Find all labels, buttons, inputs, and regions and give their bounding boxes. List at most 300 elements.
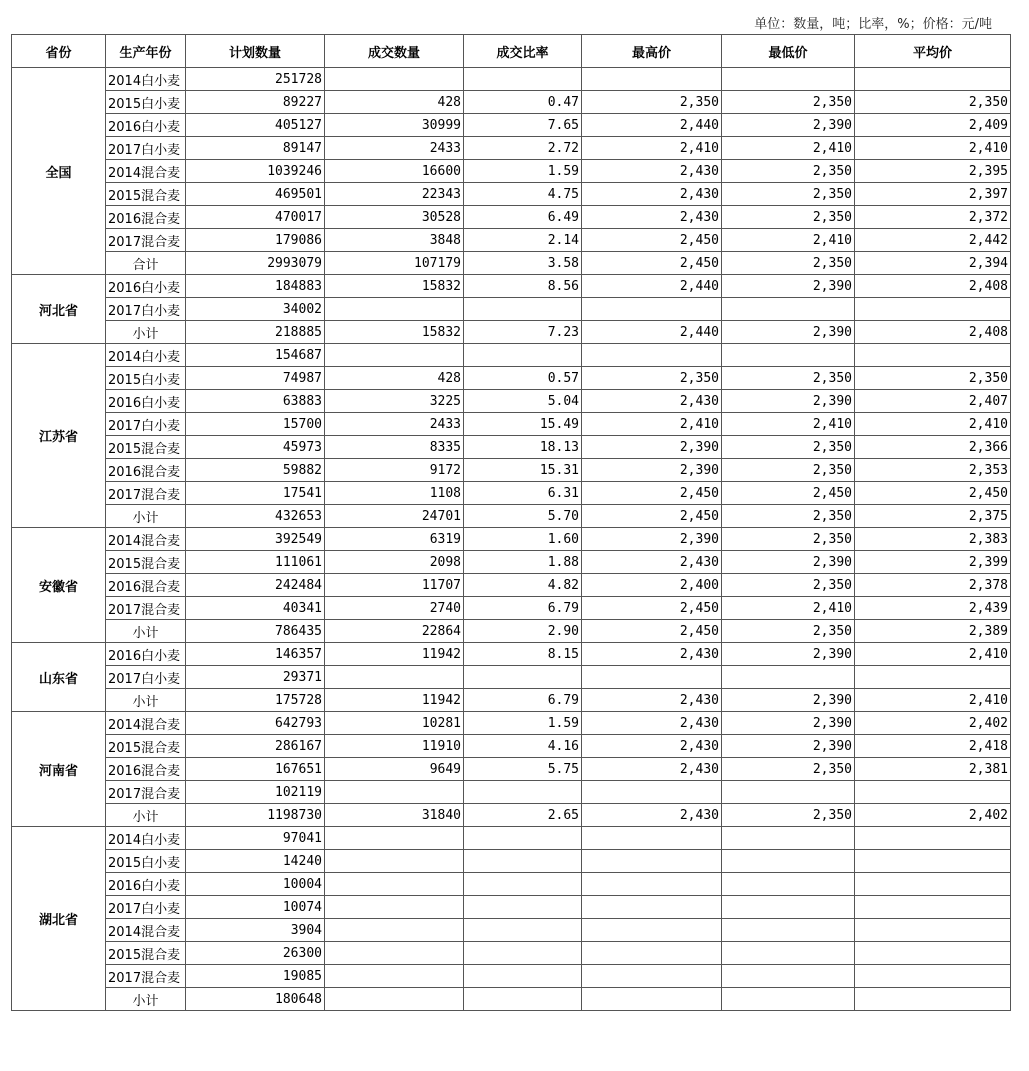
deal-rate-cell: 5.04 bbox=[464, 390, 582, 413]
deal-rate-cell: 4.82 bbox=[464, 574, 582, 597]
deal-rate-cell bbox=[464, 850, 582, 873]
table-row bbox=[12, 528, 1011, 551]
planned-qty-cell: 469501 bbox=[186, 183, 325, 206]
year-variety-cell: 2017混合麦 bbox=[106, 965, 186, 988]
year-variety-cell: 2014白小麦 bbox=[106, 344, 186, 367]
planned-qty-cell: 89147 bbox=[186, 137, 325, 160]
avg-price-cell: 2,399 bbox=[855, 551, 1011, 574]
planned-qty-cell: 63883 bbox=[186, 390, 325, 413]
avg-price-cell bbox=[855, 965, 1011, 988]
deal-rate-cell: 8.15 bbox=[464, 643, 582, 666]
max-price-cell: 2,450 bbox=[582, 620, 722, 643]
deal-qty-cell: 2433 bbox=[325, 413, 464, 436]
planned-qty-cell: 154687 bbox=[186, 344, 325, 367]
min-price-cell bbox=[722, 919, 855, 942]
planned-qty-cell: 167651 bbox=[186, 758, 325, 781]
planned-qty-cell: 10004 bbox=[186, 873, 325, 896]
deal-rate-cell: 5.75 bbox=[464, 758, 582, 781]
table-row bbox=[12, 321, 1011, 344]
deal-rate-cell bbox=[464, 919, 582, 942]
deal-qty-cell: 2433 bbox=[325, 137, 464, 160]
avg-price-cell: 2,395 bbox=[855, 160, 1011, 183]
min-price-cell: 2,390 bbox=[722, 275, 855, 298]
table-row bbox=[12, 137, 1011, 160]
planned-qty-cell: 405127 bbox=[186, 114, 325, 137]
planned-qty-cell: 184883 bbox=[186, 275, 325, 298]
header-deal-rate: 成交比率 bbox=[464, 35, 582, 68]
planned-qty-cell: 1039246 bbox=[186, 160, 325, 183]
year-variety-cell: 小计 bbox=[106, 620, 186, 643]
avg-price-cell bbox=[855, 896, 1011, 919]
year-variety-cell: 2014白小麦 bbox=[106, 827, 186, 850]
year-variety-cell: 2014混合麦 bbox=[106, 160, 186, 183]
deal-rate-cell: 3.58 bbox=[464, 252, 582, 275]
year-variety-cell: 2016混合麦 bbox=[106, 206, 186, 229]
max-price-cell: 2,410 bbox=[582, 137, 722, 160]
year-variety-cell: 2017混合麦 bbox=[106, 781, 186, 804]
deal-rate-cell: 1.59 bbox=[464, 712, 582, 735]
table-row bbox=[12, 827, 1011, 850]
max-price-cell: 2,430 bbox=[582, 689, 722, 712]
deal-qty-cell: 30528 bbox=[325, 206, 464, 229]
year-variety-cell: 2014混合麦 bbox=[106, 919, 186, 942]
year-variety-cell: 2015白小麦 bbox=[106, 91, 186, 114]
deal-qty-cell bbox=[325, 298, 464, 321]
max-price-cell: 2,390 bbox=[582, 436, 722, 459]
planned-qty-cell: 14240 bbox=[186, 850, 325, 873]
deal-rate-cell: 7.23 bbox=[464, 321, 582, 344]
max-price-cell: 2,450 bbox=[582, 229, 722, 252]
deal-rate-cell: 6.49 bbox=[464, 206, 582, 229]
min-price-cell bbox=[722, 827, 855, 850]
deal-rate-cell: 0.57 bbox=[464, 367, 582, 390]
min-price-cell: 2,410 bbox=[722, 413, 855, 436]
min-price-cell: 2,350 bbox=[722, 252, 855, 275]
planned-qty-cell: 2993079 bbox=[186, 252, 325, 275]
table-row bbox=[12, 275, 1011, 298]
table-row bbox=[12, 758, 1011, 781]
year-variety-cell: 2014白小麦 bbox=[106, 68, 186, 91]
province-cell: 山东省 bbox=[12, 643, 106, 712]
avg-price-cell: 2,407 bbox=[855, 390, 1011, 413]
table-row bbox=[12, 942, 1011, 965]
deal-qty-cell: 11910 bbox=[325, 735, 464, 758]
max-price-cell: 2,430 bbox=[582, 551, 722, 574]
avg-price-cell: 2,402 bbox=[855, 804, 1011, 827]
year-variety-cell: 小计 bbox=[106, 689, 186, 712]
deal-qty-cell bbox=[325, 68, 464, 91]
table-row bbox=[12, 482, 1011, 505]
table-row bbox=[12, 436, 1011, 459]
min-price-cell bbox=[722, 666, 855, 689]
avg-price-cell bbox=[855, 827, 1011, 850]
deal-rate-cell bbox=[464, 68, 582, 91]
year-variety-cell: 2016混合麦 bbox=[106, 758, 186, 781]
min-price-cell bbox=[722, 850, 855, 873]
year-variety-cell: 2016白小麦 bbox=[106, 114, 186, 137]
deal-qty-cell bbox=[325, 666, 464, 689]
max-price-cell bbox=[582, 781, 722, 804]
province-cell: 江苏省 bbox=[12, 344, 106, 528]
table-row bbox=[12, 873, 1011, 896]
avg-price-cell: 2,350 bbox=[855, 91, 1011, 114]
planned-qty-cell: 97041 bbox=[186, 827, 325, 850]
avg-price-cell: 2,389 bbox=[855, 620, 1011, 643]
avg-price-cell: 2,410 bbox=[855, 643, 1011, 666]
table-row bbox=[12, 68, 1011, 91]
max-price-cell: 2,440 bbox=[582, 321, 722, 344]
deal-rate-cell bbox=[464, 988, 582, 1011]
avg-price-cell: 2,350 bbox=[855, 367, 1011, 390]
province-cell: 河北省 bbox=[12, 275, 106, 344]
avg-price-cell: 2,381 bbox=[855, 758, 1011, 781]
deal-rate-cell: 15.31 bbox=[464, 459, 582, 482]
deal-rate-cell bbox=[464, 965, 582, 988]
year-variety-cell: 2017白小麦 bbox=[106, 137, 186, 160]
planned-qty-cell: 17541 bbox=[186, 482, 325, 505]
max-price-cell: 2,390 bbox=[582, 528, 722, 551]
year-variety-cell: 2015混合麦 bbox=[106, 551, 186, 574]
planned-qty-cell: 3904 bbox=[186, 919, 325, 942]
avg-price-cell: 2,418 bbox=[855, 735, 1011, 758]
deal-rate-cell: 2.90 bbox=[464, 620, 582, 643]
planned-qty-cell: 102119 bbox=[186, 781, 325, 804]
planned-qty-cell: 642793 bbox=[186, 712, 325, 735]
header-avg-price: 平均价 bbox=[855, 35, 1011, 68]
avg-price-cell bbox=[855, 344, 1011, 367]
deal-rate-cell: 8.56 bbox=[464, 275, 582, 298]
deal-rate-cell: 2.14 bbox=[464, 229, 582, 252]
planned-qty-cell: 45973 bbox=[186, 436, 325, 459]
max-price-cell bbox=[582, 965, 722, 988]
deal-qty-cell: 31840 bbox=[325, 804, 464, 827]
province-cell: 河南省 bbox=[12, 712, 106, 827]
deal-rate-cell: 0.47 bbox=[464, 91, 582, 114]
max-price-cell: 2,430 bbox=[582, 735, 722, 758]
min-price-cell bbox=[722, 344, 855, 367]
deal-qty-cell: 30999 bbox=[325, 114, 464, 137]
deal-qty-cell bbox=[325, 344, 464, 367]
max-price-cell: 2,430 bbox=[582, 804, 722, 827]
table-row bbox=[12, 367, 1011, 390]
deal-rate-cell: 2.65 bbox=[464, 804, 582, 827]
deal-qty-cell: 22864 bbox=[325, 620, 464, 643]
deal-rate-cell: 4.75 bbox=[464, 183, 582, 206]
year-variety-cell: 2015白小麦 bbox=[106, 850, 186, 873]
table-row bbox=[12, 574, 1011, 597]
min-price-cell bbox=[722, 988, 855, 1011]
min-price-cell: 2,450 bbox=[722, 482, 855, 505]
deal-qty-cell: 107179 bbox=[325, 252, 464, 275]
avg-price-cell: 2,378 bbox=[855, 574, 1011, 597]
deal-qty-cell: 3225 bbox=[325, 390, 464, 413]
min-price-cell: 2,410 bbox=[722, 137, 855, 160]
avg-price-cell: 2,410 bbox=[855, 689, 1011, 712]
min-price-cell: 2,350 bbox=[722, 183, 855, 206]
avg-price-cell: 2,409 bbox=[855, 114, 1011, 137]
deal-qty-cell bbox=[325, 850, 464, 873]
header-min-price: 最低价 bbox=[722, 35, 855, 68]
deal-rate-cell: 5.70 bbox=[464, 505, 582, 528]
table-row bbox=[12, 183, 1011, 206]
planned-qty-cell: 15700 bbox=[186, 413, 325, 436]
year-variety-cell: 2016混合麦 bbox=[106, 574, 186, 597]
table-row bbox=[12, 781, 1011, 804]
deal-qty-cell: 428 bbox=[325, 367, 464, 390]
min-price-cell bbox=[722, 298, 855, 321]
avg-price-cell bbox=[855, 873, 1011, 896]
province-cell: 安徽省 bbox=[12, 528, 106, 643]
avg-price-cell: 2,402 bbox=[855, 712, 1011, 735]
max-price-cell bbox=[582, 344, 722, 367]
deal-rate-cell: 7.65 bbox=[464, 114, 582, 137]
table-row bbox=[12, 91, 1011, 114]
planned-qty-cell: 180648 bbox=[186, 988, 325, 1011]
avg-price-cell: 2,353 bbox=[855, 459, 1011, 482]
planned-qty-cell: 89227 bbox=[186, 91, 325, 114]
planned-qty-cell: 74987 bbox=[186, 367, 325, 390]
year-variety-cell: 2017混合麦 bbox=[106, 597, 186, 620]
deal-rate-cell bbox=[464, 873, 582, 896]
deal-rate-cell bbox=[464, 298, 582, 321]
year-variety-cell: 小计 bbox=[106, 505, 186, 528]
max-price-cell: 2,450 bbox=[582, 597, 722, 620]
deal-qty-cell bbox=[325, 896, 464, 919]
min-price-cell bbox=[722, 942, 855, 965]
year-variety-cell: 2017混合麦 bbox=[106, 229, 186, 252]
table-body bbox=[12, 68, 1011, 1011]
planned-qty-cell: 470017 bbox=[186, 206, 325, 229]
planned-qty-cell: 19085 bbox=[186, 965, 325, 988]
planned-qty-cell: 242484 bbox=[186, 574, 325, 597]
deal-rate-cell bbox=[464, 781, 582, 804]
planned-qty-cell: 146357 bbox=[186, 643, 325, 666]
year-variety-cell: 2017混合麦 bbox=[106, 482, 186, 505]
province-cell: 全国 bbox=[12, 68, 106, 275]
min-price-cell: 2,350 bbox=[722, 367, 855, 390]
max-price-cell bbox=[582, 988, 722, 1011]
year-variety-cell: 2014混合麦 bbox=[106, 712, 186, 735]
year-variety-cell: 2016混合麦 bbox=[106, 459, 186, 482]
min-price-cell: 2,350 bbox=[722, 505, 855, 528]
planned-qty-cell: 786435 bbox=[186, 620, 325, 643]
planned-qty-cell: 26300 bbox=[186, 942, 325, 965]
deal-qty-cell: 1108 bbox=[325, 482, 464, 505]
min-price-cell: 2,390 bbox=[722, 114, 855, 137]
header-planned-qty: 计划数量 bbox=[186, 35, 325, 68]
year-variety-cell: 2015混合麦 bbox=[106, 942, 186, 965]
deal-qty-cell: 8335 bbox=[325, 436, 464, 459]
deal-qty-cell: 11942 bbox=[325, 643, 464, 666]
table-row bbox=[12, 988, 1011, 1011]
table-row bbox=[12, 896, 1011, 919]
max-price-cell: 2,450 bbox=[582, 482, 722, 505]
planned-qty-cell: 286167 bbox=[186, 735, 325, 758]
avg-price-cell: 2,410 bbox=[855, 137, 1011, 160]
avg-price-cell: 2,450 bbox=[855, 482, 1011, 505]
max-price-cell bbox=[582, 896, 722, 919]
max-price-cell: 2,430 bbox=[582, 160, 722, 183]
max-price-cell bbox=[582, 942, 722, 965]
avg-price-cell: 2,394 bbox=[855, 252, 1011, 275]
max-price-cell: 2,390 bbox=[582, 459, 722, 482]
deal-qty-cell bbox=[325, 919, 464, 942]
max-price-cell: 2,350 bbox=[582, 367, 722, 390]
max-price-cell: 2,450 bbox=[582, 505, 722, 528]
max-price-cell bbox=[582, 873, 722, 896]
deal-rate-cell: 6.79 bbox=[464, 597, 582, 620]
min-price-cell: 2,390 bbox=[722, 735, 855, 758]
max-price-cell: 2,350 bbox=[582, 91, 722, 114]
table-row bbox=[12, 298, 1011, 321]
table-row bbox=[12, 252, 1011, 275]
deal-rate-cell: 4.16 bbox=[464, 735, 582, 758]
min-price-cell: 2,350 bbox=[722, 459, 855, 482]
planned-qty-cell: 175728 bbox=[186, 689, 325, 712]
avg-price-cell bbox=[855, 781, 1011, 804]
table-row bbox=[12, 666, 1011, 689]
planned-qty-cell: 10074 bbox=[186, 896, 325, 919]
year-variety-cell: 2016白小麦 bbox=[106, 275, 186, 298]
deal-qty-cell: 2098 bbox=[325, 551, 464, 574]
table-row bbox=[12, 965, 1011, 988]
deal-qty-cell bbox=[325, 988, 464, 1011]
max-price-cell: 2,400 bbox=[582, 574, 722, 597]
year-variety-cell: 2016白小麦 bbox=[106, 390, 186, 413]
min-price-cell bbox=[722, 873, 855, 896]
planned-qty-cell: 59882 bbox=[186, 459, 325, 482]
min-price-cell bbox=[722, 896, 855, 919]
min-price-cell bbox=[722, 68, 855, 91]
unit-note: 单位：数量，吨；比率，%；价格：元/吨 bbox=[754, 17, 992, 32]
max-price-cell bbox=[582, 919, 722, 942]
table-row bbox=[12, 735, 1011, 758]
table-row bbox=[12, 505, 1011, 528]
min-price-cell: 2,350 bbox=[722, 620, 855, 643]
max-price-cell: 2,430 bbox=[582, 390, 722, 413]
min-price-cell: 2,350 bbox=[722, 160, 855, 183]
avg-price-cell: 2,383 bbox=[855, 528, 1011, 551]
table-row bbox=[12, 689, 1011, 712]
header-deal-qty: 成交数量 bbox=[325, 35, 464, 68]
max-price-cell: 2,450 bbox=[582, 252, 722, 275]
max-price-cell: 2,440 bbox=[582, 275, 722, 298]
deal-qty-cell: 22343 bbox=[325, 183, 464, 206]
header-province: 省份 bbox=[12, 35, 106, 68]
max-price-cell bbox=[582, 298, 722, 321]
table-row bbox=[12, 114, 1011, 137]
deal-rate-cell bbox=[464, 344, 582, 367]
year-variety-cell: 小计 bbox=[106, 988, 186, 1011]
table-row bbox=[12, 390, 1011, 413]
planned-qty-cell: 432653 bbox=[186, 505, 325, 528]
max-price-cell bbox=[582, 666, 722, 689]
planned-qty-cell: 392549 bbox=[186, 528, 325, 551]
planned-qty-cell: 251728 bbox=[186, 68, 325, 91]
avg-price-cell bbox=[855, 298, 1011, 321]
min-price-cell: 2,390 bbox=[722, 551, 855, 574]
deal-rate-cell bbox=[464, 666, 582, 689]
deal-qty-cell: 3848 bbox=[325, 229, 464, 252]
deal-qty-cell: 16600 bbox=[325, 160, 464, 183]
year-variety-cell: 2014混合麦 bbox=[106, 528, 186, 551]
min-price-cell: 2,390 bbox=[722, 712, 855, 735]
deal-qty-cell: 9172 bbox=[325, 459, 464, 482]
deal-qty-cell: 24701 bbox=[325, 505, 464, 528]
table-row bbox=[12, 620, 1011, 643]
min-price-cell: 2,350 bbox=[722, 574, 855, 597]
table-row bbox=[12, 413, 1011, 436]
deal-qty-cell: 15832 bbox=[325, 275, 464, 298]
deal-rate-cell bbox=[464, 827, 582, 850]
avg-price-cell: 2,408 bbox=[855, 275, 1011, 298]
min-price-cell: 2,390 bbox=[722, 643, 855, 666]
year-variety-cell: 2017白小麦 bbox=[106, 413, 186, 436]
avg-price-cell: 2,439 bbox=[855, 597, 1011, 620]
year-variety-cell: 2015混合麦 bbox=[106, 183, 186, 206]
min-price-cell: 2,390 bbox=[722, 689, 855, 712]
year-variety-cell: 2015白小麦 bbox=[106, 367, 186, 390]
deal-qty-cell: 11942 bbox=[325, 689, 464, 712]
deal-rate-cell: 15.49 bbox=[464, 413, 582, 436]
deal-qty-cell bbox=[325, 965, 464, 988]
deal-rate-cell: 1.60 bbox=[464, 528, 582, 551]
min-price-cell: 2,350 bbox=[722, 528, 855, 551]
min-price-cell: 2,350 bbox=[722, 206, 855, 229]
min-price-cell: 2,350 bbox=[722, 758, 855, 781]
min-price-cell: 2,350 bbox=[722, 436, 855, 459]
max-price-cell: 2,440 bbox=[582, 114, 722, 137]
year-variety-cell: 2017白小麦 bbox=[106, 896, 186, 919]
year-variety-cell: 2017白小麦 bbox=[106, 666, 186, 689]
table-row bbox=[12, 551, 1011, 574]
max-price-cell: 2,430 bbox=[582, 643, 722, 666]
deal-qty-cell: 6319 bbox=[325, 528, 464, 551]
max-price-cell: 2,430 bbox=[582, 712, 722, 735]
avg-price-cell bbox=[855, 919, 1011, 942]
max-price-cell: 2,430 bbox=[582, 183, 722, 206]
min-price-cell bbox=[722, 965, 855, 988]
planned-qty-cell: 218885 bbox=[186, 321, 325, 344]
deal-qty-cell: 428 bbox=[325, 91, 464, 114]
deal-qty-cell: 10281 bbox=[325, 712, 464, 735]
min-price-cell: 2,410 bbox=[722, 229, 855, 252]
planned-qty-cell: 29371 bbox=[186, 666, 325, 689]
avg-price-cell: 2,410 bbox=[855, 413, 1011, 436]
year-variety-cell: 2015混合麦 bbox=[106, 735, 186, 758]
deal-qty-cell: 11707 bbox=[325, 574, 464, 597]
deal-rate-cell: 1.88 bbox=[464, 551, 582, 574]
max-price-cell: 2,430 bbox=[582, 758, 722, 781]
deal-qty-cell bbox=[325, 873, 464, 896]
table-row bbox=[12, 712, 1011, 735]
min-price-cell: 2,390 bbox=[722, 390, 855, 413]
avg-price-cell bbox=[855, 942, 1011, 965]
year-variety-cell: 小计 bbox=[106, 321, 186, 344]
table-row bbox=[12, 919, 1011, 942]
table-row bbox=[12, 344, 1011, 367]
deal-qty-cell: 9649 bbox=[325, 758, 464, 781]
min-price-cell: 2,350 bbox=[722, 91, 855, 114]
auction-results-table bbox=[11, 34, 1011, 1011]
planned-qty-cell: 40341 bbox=[186, 597, 325, 620]
max-price-cell bbox=[582, 850, 722, 873]
table-row bbox=[12, 804, 1011, 827]
avg-price-cell bbox=[855, 850, 1011, 873]
deal-qty-cell: 2740 bbox=[325, 597, 464, 620]
deal-rate-cell: 6.31 bbox=[464, 482, 582, 505]
planned-qty-cell: 1198730 bbox=[186, 804, 325, 827]
